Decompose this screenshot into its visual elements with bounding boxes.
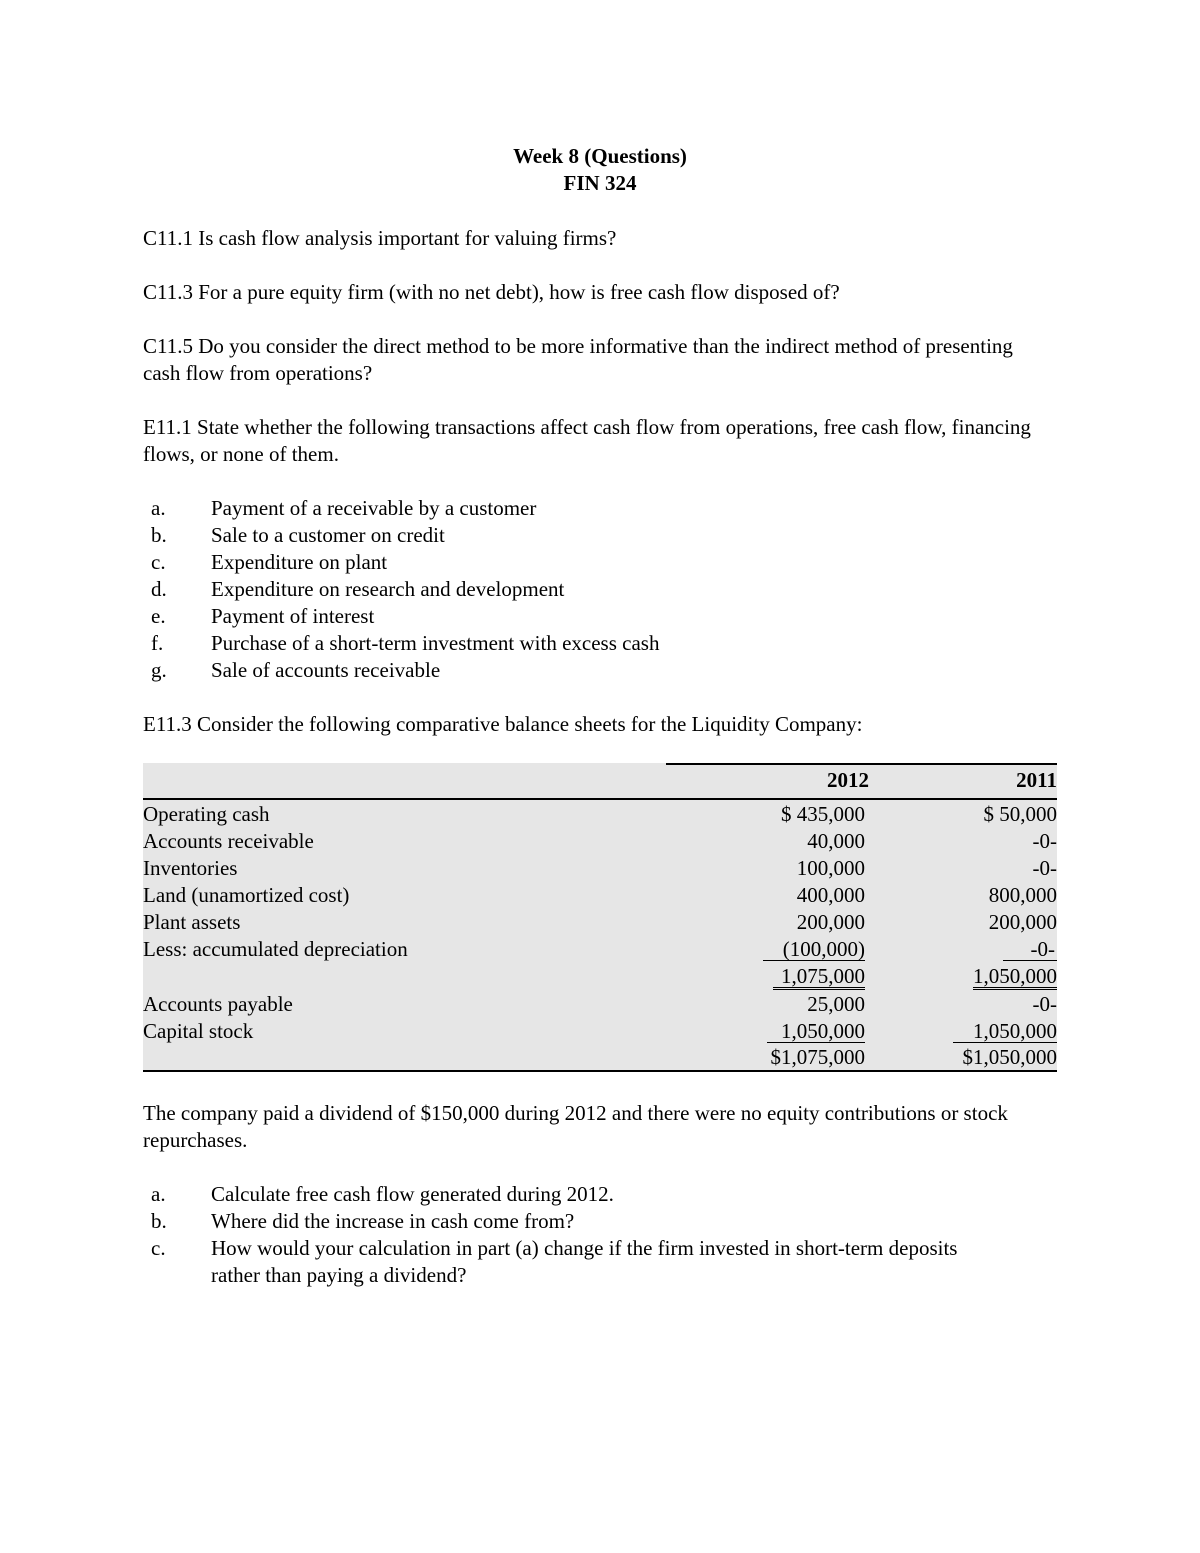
value-2012: 200,000 — [796, 910, 865, 934]
table-row — [143, 828, 1057, 855]
list-item-label: f. — [151, 631, 164, 655]
list-item-text: Expenditure on plant — [211, 550, 388, 574]
list-item-text: Payment of interest — [211, 604, 375, 628]
value-2011: $1,050,000 — [962, 1045, 1057, 1069]
list-item — [143, 1208, 1043, 1235]
list-item-label: c. — [151, 550, 166, 574]
value-2011-cell — [897, 963, 1057, 990]
value-2012: 25,000 — [807, 992, 865, 1016]
table-bottom-rule — [143, 1070, 1057, 1072]
list-item-text: Purchase of a short-term investment with excess cash — [211, 631, 660, 655]
list-item — [143, 495, 1043, 522]
table-row — [143, 991, 1057, 1018]
list-item-text: Where did the increase in cash come from? — [211, 1209, 575, 1233]
list-item-label: a. — [151, 1182, 166, 1206]
value-2012: $1,075,000 — [770, 1045, 865, 1069]
question-c11-1: C11.1 Is cash flow analysis important for valuing firms? — [143, 226, 617, 250]
value-2012: 1,075,000 — [773, 965, 865, 990]
list-item-text: How would your calculation in part (a) change if the firm invested in short-term deposits rather than paying a dividend? — [211, 1236, 958, 1287]
table-top-rule — [666, 763, 1057, 765]
e11-3-task-list — [143, 1181, 1043, 1289]
value-2011: 200,000 — [988, 910, 1057, 934]
value-2012: 100,000 — [796, 856, 865, 880]
list-item — [143, 630, 1043, 657]
list-item-label: e. — [151, 604, 166, 628]
list-item-label: g. — [151, 658, 167, 682]
question-e11-1-intro: E11.1 State whether the following transactions affect cash flow from operations, free cash flow, financing flows, or none of them. — [143, 415, 1031, 466]
list-item-label: c. — [151, 1236, 166, 1260]
value-2012: 400,000 — [796, 883, 865, 907]
balance-sheet-table — [143, 763, 1057, 1072]
table-row — [143, 855, 1057, 882]
question-c11-3: C11.3 For a pure equity firm (with no net debt), how is free cash flow disposed of? — [143, 280, 840, 304]
list-item — [143, 576, 1043, 603]
row-label: Less: accumulated depreciation — [143, 937, 408, 961]
value-2012-cell — [705, 1018, 865, 1045]
list-item — [143, 657, 1043, 684]
question-c11-5: C11.5 Do you consider the direct method to be more informative than the indirect method of presenting cash flow from operations? — [143, 334, 1013, 385]
table-row — [143, 801, 1057, 828]
list-item-text: Calculate free cash flow generated during 2012. — [211, 1182, 614, 1206]
value-2012: 1,050,000 — [767, 1020, 865, 1043]
list-item — [143, 603, 1043, 630]
course-code: FIN 324 — [563, 171, 637, 195]
value-2011: -0- — [1032, 992, 1057, 1016]
value-2011: -0- — [1003, 938, 1058, 961]
table-row — [143, 882, 1057, 909]
table-row-subtotal — [143, 963, 1057, 990]
list-item — [143, 522, 1043, 549]
value-2011: -0- — [1032, 856, 1057, 880]
value-2011: 1,050,000 — [953, 1020, 1057, 1043]
list-item-text: Sale to a customer on credit — [211, 523, 445, 547]
table-row-total — [143, 1044, 1057, 1071]
document-title: Week 8 (Questions) — [513, 144, 687, 168]
list-item-text: Sale of accounts receivable — [211, 658, 441, 682]
table-row — [143, 1018, 1057, 1045]
row-label: Accounts receivable — [143, 829, 314, 853]
list-item-label: a. — [151, 496, 166, 520]
table-row — [143, 909, 1057, 936]
value-2011: 800,000 — [988, 883, 1057, 907]
column-header-2012: 2012 — [827, 768, 869, 792]
row-label: Accounts payable — [143, 992, 293, 1016]
value-2012: $ 435,000 — [781, 802, 865, 826]
value-2012-cell — [705, 936, 865, 963]
value-2012: (100,000) — [763, 938, 865, 961]
value-2011-cell — [897, 936, 1057, 963]
value-2011-cell — [897, 1018, 1057, 1045]
e11-1-transaction-list — [143, 495, 1043, 684]
dividend-note: The company paid a dividend of $150,000 during 2012 and there were no equity contributions or stock repurchases. — [143, 1101, 1008, 1152]
value-2012: 40,000 — [807, 829, 865, 853]
question-e11-3-intro: E11.3 Consider the following comparative balance sheets for the Liquidity Company: — [143, 712, 863, 736]
list-item-label: b. — [151, 1209, 167, 1233]
value-2012-cell — [705, 963, 865, 990]
list-item — [143, 1181, 1043, 1208]
row-label: Capital stock — [143, 1019, 254, 1043]
row-label: Inventories — [143, 856, 238, 880]
header-rule — [143, 798, 1057, 800]
list-item-label: b. — [151, 523, 167, 547]
list-item-text: Expenditure on research and development — [211, 577, 565, 601]
row-label: Plant assets — [143, 910, 241, 934]
table-row — [143, 936, 1057, 963]
list-item — [143, 549, 1043, 576]
value-2011: 1,050,000 — [973, 964, 1057, 988]
row-label: Operating cash — [143, 802, 270, 826]
column-header-2011: 2011 — [1016, 768, 1057, 792]
row-label: Land (unamortized cost) — [143, 883, 350, 907]
list-item-label: d. — [151, 577, 167, 601]
value-2011: $ 50,000 — [983, 802, 1057, 826]
list-item — [143, 1235, 1043, 1289]
value-2011: -0- — [1032, 829, 1057, 853]
list-item-text: Payment of a receivable by a customer — [211, 496, 537, 520]
